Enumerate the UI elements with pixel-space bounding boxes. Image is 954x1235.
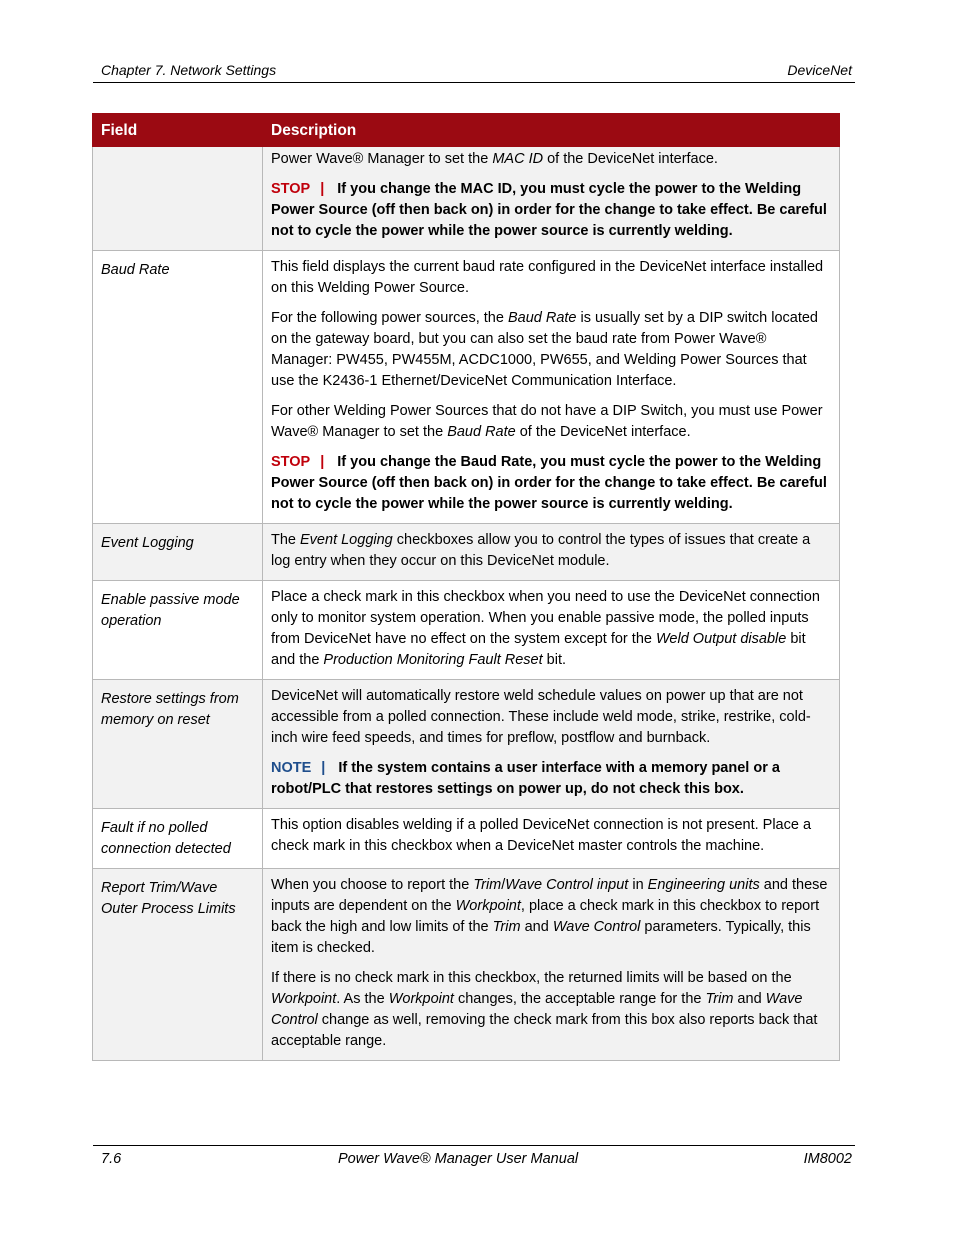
settings-table <box>92 113 840 1061</box>
page-header <box>93 60 855 83</box>
stop-label: STOP <box>271 181 311 197</box>
stop-warning <box>271 452 831 515</box>
page-footer <box>93 1145 855 1167</box>
field-cell: Baud Rate <box>93 251 263 524</box>
table-row <box>93 524 840 581</box>
field-column-header: Field <box>93 114 263 147</box>
description-cell <box>263 869 840 1061</box>
note-label: NOTE <box>271 760 312 776</box>
stop-separator: | <box>320 181 325 197</box>
field-cell: Event Logging <box>93 524 263 581</box>
paragraph: For other Welding Power Sources that do not have a DIP Switch, you must use Power Wave® Manager to set the Baud Rate of the DeviceNet interface. <box>271 403 823 440</box>
table-row <box>93 147 840 251</box>
description-cell <box>263 251 840 524</box>
paragraph: When you choose to report the Trim/Wave Control input in Engineering units and these inputs are dependent on the Workpoint, place a check mark in this checkbox to report back the high and low limits of the Trim and Wave Control parameters. Typically, this item is checked. <box>271 877 828 956</box>
table-row <box>93 680 840 809</box>
paragraph: This field displays the current baud rate configured in the DeviceNet interface installed on this Welding Power Source. <box>271 259 824 296</box>
table-row <box>93 251 840 524</box>
stop-separator: | <box>320 454 325 470</box>
paragraph: For the following power sources, the Baud Rate is usually set by a DIP switch located on the gateway board, but you can also set the baud rate from Power Wave® Manager: PW455, PW455M, ACDC1000, PW655, and Welding Power Sources that use the K2436-1 Ethernet/DeviceNet Communication Interface. <box>271 310 818 389</box>
description-column-header: Description <box>263 114 840 147</box>
manual-title: Power Wave® Manager User Manual <box>338 1151 579 1167</box>
field-cell: Fault if no polled connection detected <box>93 809 263 869</box>
document-number: IM8002 <box>803 1151 852 1167</box>
stop-text: If you change the MAC ID, you must cycle the power to the Welding Power Source (off then back on) in order for the change to take effect. Be careful not to cycle the power while the power source is currently welding. <box>271 181 827 239</box>
table-row <box>93 809 840 869</box>
description-cell <box>263 147 840 251</box>
table-row <box>93 869 840 1061</box>
table-row <box>93 581 840 680</box>
note-callout <box>271 758 831 800</box>
paragraph: This option disables welding if a polled DeviceNet connection is not present. Place a check mark in this checkbox when a DeviceNet master controls the machine. <box>271 817 812 854</box>
field-cell <box>93 147 263 251</box>
section-title: DeviceNet <box>787 62 852 78</box>
note-text: If the system contains a user interface with a memory panel or a robot/PLC that restores settings on power up, do not check this box. <box>271 760 780 797</box>
stop-warning <box>271 179 831 242</box>
description-cell <box>263 680 840 809</box>
paragraph: If there is no check mark in this checkbox, the returned limits will be based on the Workpoint. As the Workpoint changes, the acceptable range for the Trim and Wave Control change as well, removing the check mark from this box also reports back that acceptable range. <box>271 970 818 1049</box>
paragraph: Power Wave® Manager to set the MAC ID of the DeviceNet interface. <box>271 151 718 167</box>
description-cell <box>263 581 840 680</box>
field-cell: Enable passive mode operation <box>93 581 263 680</box>
paragraph: DeviceNet will automatically restore weld schedule values on power up that are not accessible from a polled connection. These include weld mode, strike, restrike, cold-inch wire feed speeds, and times for preflow, postflow and burnback. <box>271 688 811 746</box>
paragraph: The Event Logging checkboxes allow you to control the types of issues that create a log entry when they occur on this DeviceNet module. <box>271 532 811 569</box>
paragraph: Place a check mark in this checkbox when you need to use the DeviceNet connection only to monitor system operation. When you enable passive mode, the polled inputs from DeviceNet have no effect on the system except for the Weld Output disable bit and the Production Monitoring Fault Reset bit. <box>271 589 820 668</box>
table-header-row <box>93 114 840 147</box>
note-separator: | <box>321 760 326 776</box>
stop-text: If you change the Baud Rate, you must cycle the power to the Welding Power Source (off then back on) in order for the change to take effect. Be careful not to cycle the power while the power source is currently welding. <box>271 454 827 512</box>
description-cell <box>263 524 840 581</box>
page-number: 7.6 <box>101 1151 122 1167</box>
description-cell <box>263 809 840 869</box>
chapter-title: Chapter 7. Network Settings <box>101 62 277 78</box>
field-cell: Report Trim/Wave Outer Process Limits <box>93 869 263 1061</box>
field-cell: Restore settings from memory on reset <box>93 680 263 809</box>
stop-label: STOP <box>271 454 311 470</box>
